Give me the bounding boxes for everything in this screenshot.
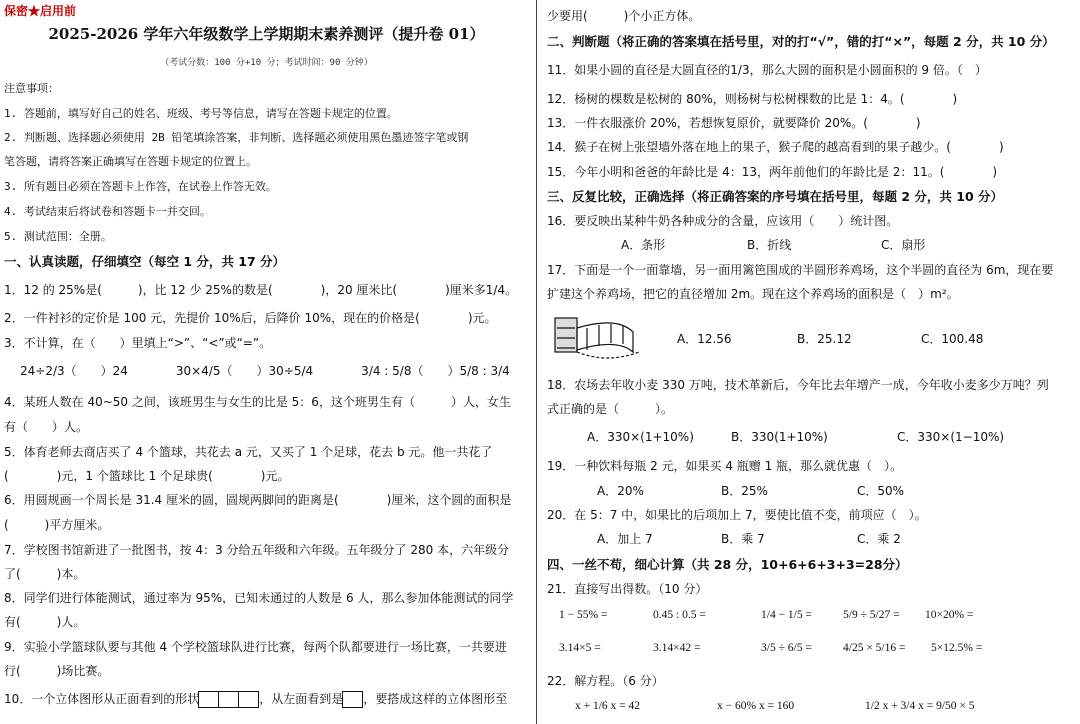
question-line: 15．今年小明和爸爸的年龄比是 4：13，两年前他们的年龄比是 2：11。( ) (547, 165, 998, 179)
option-a: A．20% (597, 484, 644, 498)
calc-item: 0.45 : 0.5 = (653, 609, 706, 621)
calc-item: 3/5 ÷ 6/5 = (761, 642, 812, 654)
option-c: C．乘 2 (857, 532, 901, 546)
calc-item: 3.14×42 = (653, 642, 701, 654)
question-line: 6．用圆规画一个周长是 31.4 厘米的圆，圆规两脚间的距离是( )厘米，这个圆的面积是 (4, 493, 512, 507)
question-line: 16．要反映出某种牛奶各种成分的含量，应该用（ ）统计图。 (547, 214, 899, 228)
note-line: 3. 所有题目必须在答题卡上作答，在试卷上作答无效。 (4, 180, 277, 193)
question-line: 13．一件衣服涨价 20%，若想恢复原价，就要降价 20%。( ) (547, 116, 921, 130)
equation-item: x − 60% x = 160 (717, 700, 795, 712)
question-text: 10．一个立体图形从正面看到的形状 (4, 692, 200, 706)
calc-item: 3.14×5 = (559, 642, 601, 654)
question-line: 4．某班人数在 40~50 之间，该班男生与女生的比是 5：6，这个班男生有（ ）人，女生 (4, 395, 511, 409)
question-line: 24÷2/3（ ）24 30×4/5（ ）30÷5/4 3/4 : 5/8（ ）5/8 : 3/4 (20, 364, 510, 378)
question-line: 3．不计算，在（ ）里填上“>”、“<”或“=”。 (4, 336, 272, 350)
question-line: 12．杨树的棵数是松树的 80%，则杨树与松树棵数的比是 1：4。( ) (547, 92, 958, 106)
question-line: 22．解方程。（6 分） (547, 674, 664, 688)
question-line: 17．下面是一个一面靠墙，另一面用篱笆围成的半圆形养鸡场，这个半圆的直径为 6m，现在要 (547, 263, 1054, 277)
option-b: B．25.12 (797, 332, 852, 346)
calc-item: 5×12.5% = (931, 642, 983, 654)
option-c: C．扇形 (881, 238, 926, 252)
notes-heading: 注意事项： (4, 82, 59, 95)
question-text: ，从左面看到是 (259, 692, 344, 706)
option-a: A．12.56 (677, 332, 732, 346)
question-line: 21．直接写出得数。（10 分） (547, 582, 708, 596)
calc-item: 5/9 ÷ 5/27 = (843, 609, 900, 621)
question-line: ( )平方厘米。 (4, 518, 110, 532)
question-line: 7．学校图书馆新进了一批图书，按 4：3 分给五年级和六年级。五年级分了 280 本，六年级分 (4, 543, 510, 557)
question-line: 19．一种饮料每瓶 2 元，如果买 4 瓶赠 1 瓶，那么就优惠（ ）。 (547, 459, 903, 473)
question-line: 18．农场去年收小麦 330 万吨，技术革新后，今年比去年增产一成，今年收小麦多少万吨？列 (547, 378, 1049, 392)
option-b: B．乘 7 (721, 532, 765, 546)
chicken-coop-figure (547, 308, 647, 364)
secret-stamp: 保密★启用前 (4, 4, 77, 18)
option-c: C．50% (857, 484, 905, 498)
question-line: 2．一件衬衫的定价是 100 元，先提价 10%后，后降价 10%，现在的价格是( )元。 (4, 311, 497, 325)
question-line: 14．猴子在树上张望墙外落在地上的果子，猴子爬的越高看到的果子越少。( ) (547, 140, 1004, 154)
left-column (0, 0, 533, 724)
left-view-figure (343, 692, 363, 706)
note-line: 笔答题，请将答案正确填写在答题卡规定的位置上。 (4, 155, 257, 168)
calc-item: 1/4 − 1/5 = (761, 609, 812, 621)
section-heading: 三、反复比较，正确选择（将正确答案的序号填在括号里，每题 2 分，共 10 分） (547, 189, 1004, 204)
option-b: B．330(1+10%) (731, 430, 828, 444)
question-line: 行( )场比赛。 (4, 664, 110, 678)
section-heading: 一、认真读题，仔细填空（每空 1 分，共 17 分） (4, 254, 286, 269)
note-line: 2. 判断题、选择题必须使用 2B 铅笔填涂答案，非判断、选择题必须使用黑色墨迹签字笔或钢 (4, 131, 469, 144)
option-c: C．100.48 (921, 332, 984, 346)
note-line: 4. 考试结束后将试卷和答题卡一并交回。 (4, 205, 211, 218)
option-a: A．330×(1+10%) (587, 430, 694, 444)
section-heading: 二、判断题（将正确的答案填在括号里，对的打“√”，错的打“×”，每题 2 分，共 10 分） (547, 34, 1055, 49)
section-heading: 四、一丝不苟，细心计算（共 28 分，10+6+6+3+3=28分） (547, 557, 908, 572)
equation-item: x + 1/6 x = 42 (575, 700, 641, 712)
calc-item: 4/25 × 5/16 = (843, 642, 906, 654)
exam-title: 2025-2026 学年六年级数学上学期期末素养测评（提升卷 01） (48, 25, 485, 43)
question-line: 20．在 5：7 中，如果比的后项加上 7，要使比值不变，前项应（ ）。 (547, 508, 927, 522)
option-c: C．330×(1−10%) (897, 430, 1005, 444)
right-column (541, 0, 1080, 724)
question-line: 1．12 的 25%是( )，比 12 少 25%的数是( )，20 厘米比( )厘米多1/4。 (4, 283, 518, 297)
question-line: 式正确的是（ ）。 (547, 402, 674, 416)
front-view-figure (199, 692, 259, 706)
exam-subtitle: （考试分数：100 分+10 分；考试时间：90 分钟） (160, 58, 373, 68)
question-line: 11．如果小圆的直径是大圆直径的1/3，那么大圆的面积是小圆面积的 9 倍。（ ） (547, 63, 987, 77)
note-line: 5. 测试范围：全册。 (4, 230, 112, 243)
question-line: 有（ ）人。 (4, 420, 89, 434)
option-b: B．25% (721, 484, 768, 498)
option-a: A．条形 (621, 238, 666, 252)
question-line: 少要用( )个小正方体。 (547, 9, 701, 23)
question-line (4, 690, 507, 708)
question-line: 5．体育老师去商店买了 4 个篮球，共花去 a 元，又买了 1 个足球，花去 b 元。他一共花了 (4, 445, 493, 459)
calc-item: 10×20% = (925, 609, 974, 621)
question-text: ，要搭成这样的立体图形至 (363, 692, 508, 706)
option-a: A．加上 7 (597, 532, 653, 546)
calc-item: 1 − 55% = (559, 609, 608, 621)
question-line: 了( )本。 (4, 567, 86, 581)
question-line: 扩建这个养鸡场，把它的直径增加 2m。现在这个养鸡场的面积是（ ）m²。 (547, 287, 959, 301)
question-line: 有( )人。 (4, 615, 86, 629)
note-line: 1. 答题前，填写好自己的姓名、班级、考号等信息，请写在答题卡规定的位置。 (4, 107, 398, 120)
equation-item: 1/2 x + 3/4 x = 9/50 × 5 (865, 700, 975, 712)
question-line: 9．实验小学篮球队要与其他 4 个学校篮球队进行比赛，每两个队都要进行一场比赛，一共要进 (4, 640, 507, 654)
option-b: B．折线 (747, 238, 792, 252)
question-line: 8．同学们进行体能测试，通过率为 95%，已知未通过的人数是 6 人，那么参加体能测试的同学 (4, 591, 514, 605)
column-divider (536, 0, 537, 724)
question-line: ( )元，1 个篮球比 1 个足球贵( )元。 (4, 469, 290, 483)
